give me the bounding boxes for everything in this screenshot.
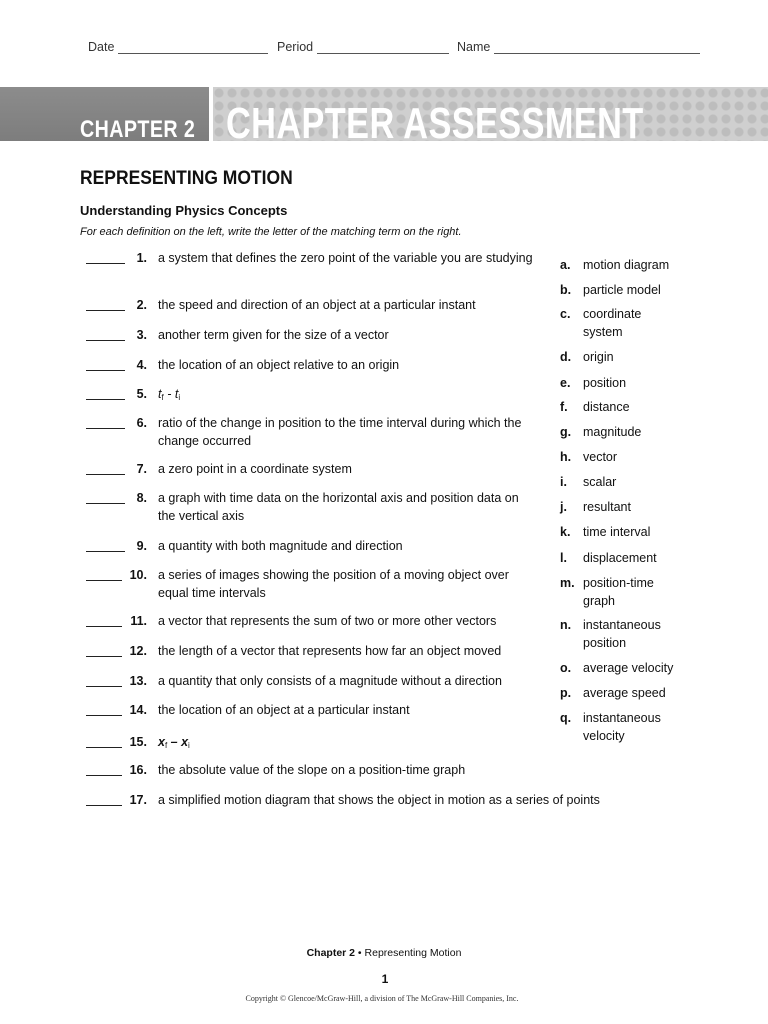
footer-bullet: •: [355, 947, 365, 959]
question-number: 6.: [136, 416, 147, 430]
answer-letter: n.: [560, 618, 572, 632]
answer-letter: d.: [560, 350, 572, 364]
answer-letter: q.: [560, 711, 572, 725]
question-formula: $t_f - t_i$: [158, 387, 181, 402]
question-text: a system that defines the zero point of the variable you are studying: [158, 251, 533, 265]
answer-blank[interactable]: [86, 626, 122, 627]
answer-blank[interactable]: [86, 474, 125, 475]
question-number: 9.: [136, 539, 147, 553]
answer-term: position-time graph: [583, 576, 654, 608]
name-field[interactable]: [457, 40, 700, 54]
question-text: another term given for the size of a vector: [158, 328, 389, 342]
answer-letter: c.: [560, 307, 571, 321]
question-number: 7.: [136, 462, 147, 476]
answer-term: position: [583, 376, 627, 390]
copyright-notice: Copyright © Glencoe/McGraw-Hill, a division of The McGraw-Hill Companies, Inc.: [245, 994, 519, 1003]
answer-letter: b.: [560, 283, 572, 297]
answer-letter: i.: [560, 475, 567, 489]
question-number: 4.: [136, 358, 147, 372]
section-title: REPRESENTING MOTION: [80, 168, 293, 189]
answer-blank[interactable]: [86, 775, 122, 776]
answer-blank[interactable]: [86, 399, 125, 400]
answer-letter: l.: [560, 551, 567, 565]
question-number: 14.: [129, 703, 147, 717]
answer-blank[interactable]: [86, 310, 125, 311]
question-number: 11.: [130, 614, 147, 628]
name-line[interactable]: [494, 41, 700, 54]
question-number: 3.: [136, 328, 147, 342]
name-label: Name: [457, 40, 491, 54]
chapter-label: CHAPTER 2: [80, 116, 196, 143]
answer-letter: e.: [560, 376, 571, 390]
question-number: 15.: [129, 735, 147, 749]
question-number: 10.: [129, 568, 147, 582]
answer-blank[interactable]: [86, 428, 125, 429]
question-number: 1.: [136, 251, 147, 265]
answer-blank[interactable]: [86, 503, 125, 504]
answer-blank[interactable]: [86, 686, 122, 687]
question-number: 2.: [136, 298, 147, 312]
answer-letter: k.: [560, 525, 571, 539]
question-number: 12.: [129, 644, 147, 658]
page-number: 1: [381, 972, 389, 986]
question-text: the location of an object relative to an origin: [158, 358, 400, 372]
answer-term: displacement: [583, 551, 657, 565]
answer-blank[interactable]: [86, 263, 125, 264]
answer-term: instantaneous position: [583, 618, 661, 650]
answer-term: magnitude: [583, 425, 642, 439]
answer-blank[interactable]: [86, 580, 122, 581]
answer-blank[interactable]: [86, 715, 122, 716]
question-text: a simplified motion diagram that shows the object in motion as a series of points: [158, 793, 600, 807]
question-text: the speed and direction of an object at a particular instant: [158, 298, 476, 312]
answer-term: particle model: [583, 283, 661, 297]
answer-letter: p.: [560, 686, 572, 700]
question-text: a quantity that only consists of a magnitude without a direction: [158, 674, 502, 688]
footer-chapter-line: [0, 947, 768, 959]
answer-blank[interactable]: [86, 340, 125, 341]
question-text: ratio of the change in position to the time interval during which the change occurred: [158, 416, 522, 448]
question-text: the length of a vector that represents how far an object moved: [158, 644, 502, 658]
answer-blank[interactable]: [86, 370, 125, 371]
subsection-title: Understanding Physics Concepts: [80, 203, 288, 218]
answer-blank[interactable]: [86, 747, 122, 748]
answer-term: origin: [583, 350, 614, 364]
question-text: a graph with time data on the horizontal axis and position data on the vertical axis: [158, 491, 519, 523]
date-field[interactable]: [88, 40, 268, 54]
answer-term: instantaneous velocity: [583, 711, 661, 743]
answer-term: resultant: [583, 500, 631, 514]
banner-title: CHAPTER ASSESSMENT: [226, 99, 644, 148]
answer-blank[interactable]: [86, 551, 125, 552]
question-text: a zero point in a coordinate system: [158, 462, 352, 476]
question-text: the absolute value of the slope on a position-time graph: [158, 763, 466, 777]
footer-chapter-title: Representing Motion: [364, 947, 462, 959]
question-number: 16.: [129, 763, 147, 777]
question-number: 17.: [129, 793, 147, 807]
answer-letter: f.: [560, 400, 568, 414]
answer-blank[interactable]: [86, 805, 122, 806]
answer-letter: g.: [560, 425, 572, 439]
question-text: a vector that represents the sum of two or more other vectors: [158, 614, 497, 628]
answer-letter: m.: [560, 576, 575, 590]
answer-term: average velocity: [583, 661, 674, 675]
date-label: Date: [88, 40, 115, 54]
answer-blank[interactable]: [86, 656, 122, 657]
instructions: For each definition on the left, write the letter of the matching term on the right.: [80, 226, 462, 238]
answer-term: average speed: [583, 686, 666, 700]
question-text: the location of an object at a particular instant: [158, 703, 410, 717]
answer-letter: h.: [560, 450, 572, 464]
answer-term: motion diagram: [583, 258, 670, 272]
period-line[interactable]: [317, 41, 449, 54]
question-text: a series of images showing the position of a moving object over equal time intervals: [158, 568, 509, 600]
answer-letter: j.: [560, 500, 567, 514]
question-number: 13.: [129, 674, 147, 688]
answer-term: scalar: [583, 475, 617, 489]
answer-letter: a.: [560, 258, 571, 272]
period-field[interactable]: [277, 40, 449, 54]
answer-term: distance: [583, 400, 630, 414]
footer-chapter: Chapter 2: [306, 947, 356, 959]
period-label: Period: [277, 40, 314, 54]
date-line[interactable]: [118, 41, 268, 54]
answer-letter: o.: [560, 661, 572, 675]
answer-term: time interval: [583, 525, 651, 539]
question-number: 8.: [136, 491, 147, 505]
answer-term: vector: [583, 450, 618, 464]
question-text: a quantity with both magnitude and direction: [158, 539, 403, 553]
answer-term: coordinate system: [583, 307, 642, 339]
question-formula: $x_f - x_i$: [158, 735, 190, 750]
question-number: 5.: [136, 387, 147, 401]
